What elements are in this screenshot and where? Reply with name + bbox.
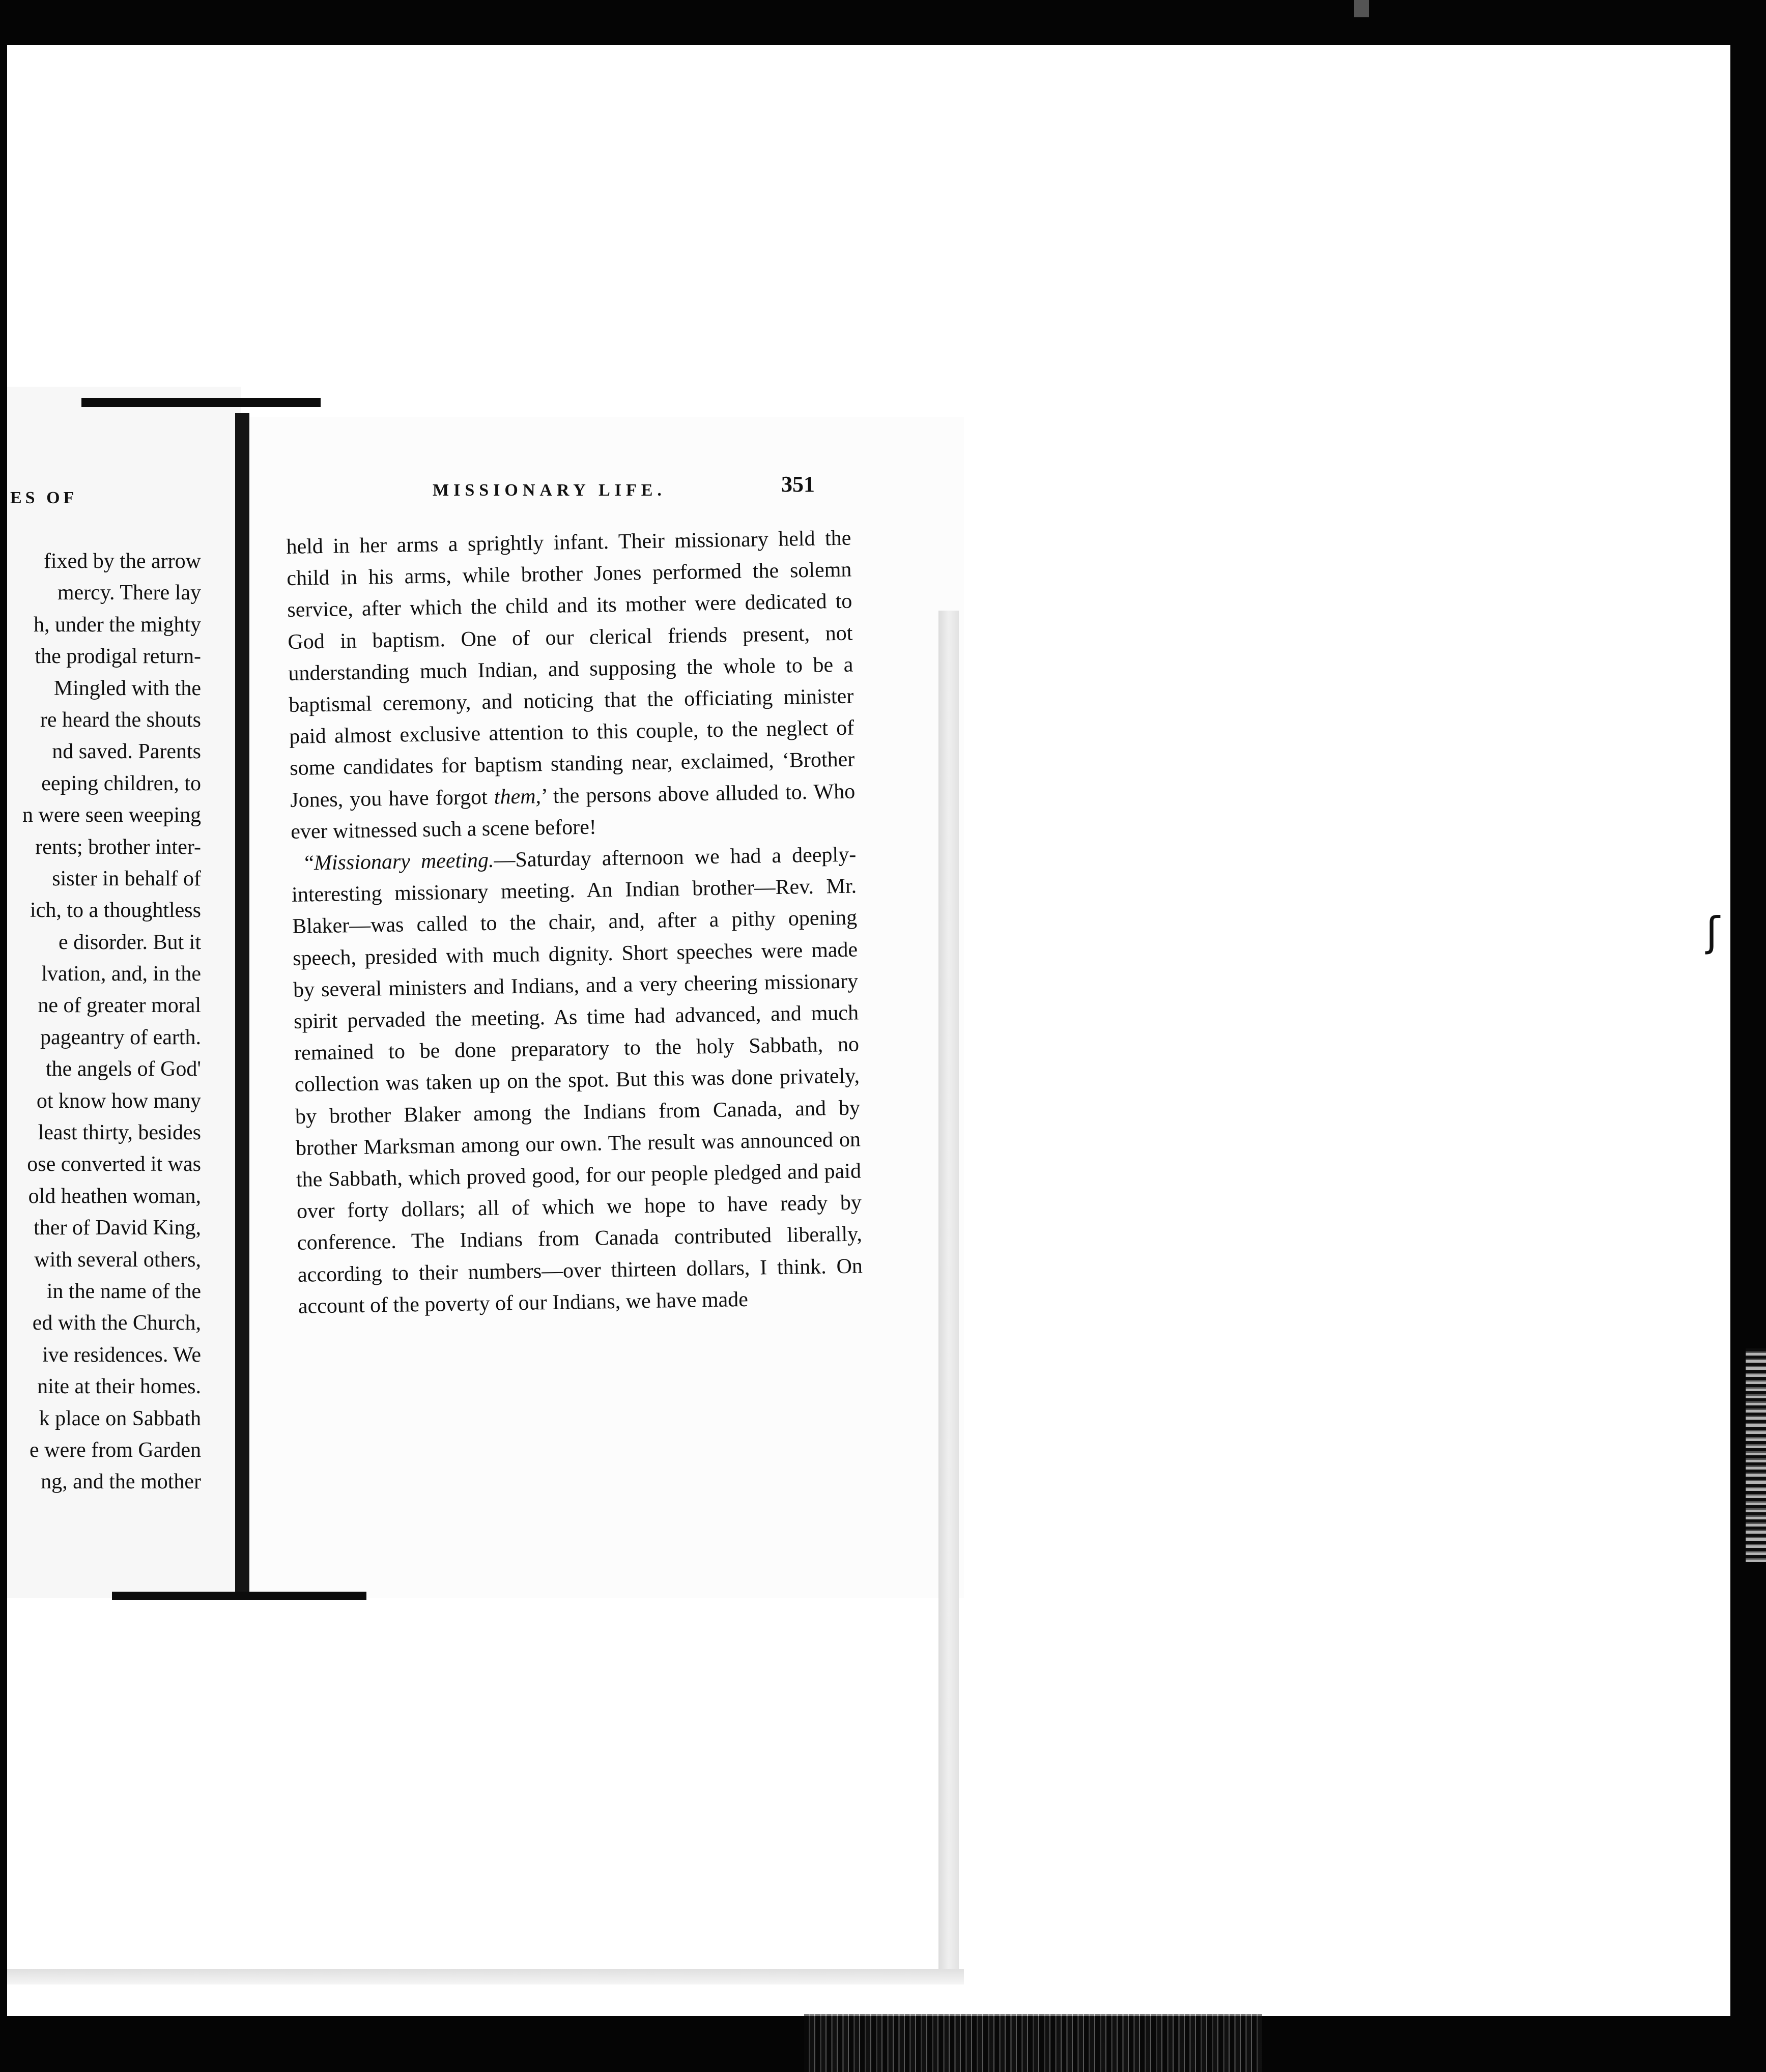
right-running-head: MISSIONARY LIFE. xyxy=(433,481,666,500)
scan-speck xyxy=(1354,0,1369,17)
text-line: ich, to a thoughtless xyxy=(30,899,201,923)
text-line: ther of David King, xyxy=(34,1216,201,1240)
text-line: least thirty, besides xyxy=(38,1121,201,1145)
paragraph xyxy=(286,523,856,848)
binding-clamp-bottom xyxy=(112,1592,366,1600)
text-line: ive residences. We xyxy=(42,1343,201,1367)
scan-frame-right xyxy=(1730,0,1766,2072)
text-line: e were from Garden xyxy=(30,1438,201,1462)
text-line: ose converted it was xyxy=(27,1153,201,1176)
paragraph-text: ’ the persons above alluded to. Who ever witnessed such a scene before! xyxy=(290,780,856,844)
right-page-text xyxy=(286,523,863,1322)
left-page-text xyxy=(0,545,201,1498)
text-line: fixed by the arrow xyxy=(43,550,201,573)
text-line: the angels of God' xyxy=(46,1057,201,1081)
text-line: ng, and the mother xyxy=(41,1470,201,1494)
text-line: the prodigal return- xyxy=(35,645,201,669)
text-line: with several others, xyxy=(34,1248,201,1272)
text-line: pageantry of earth. xyxy=(40,1025,201,1049)
text-line: sister in behalf of xyxy=(52,867,201,890)
emphasis-text: them, xyxy=(494,784,542,809)
paragraph-text: held in her arms a sprightly infant. Their missionary held the child in his arms, while brother Jones performed the solemn service, after which the child and its mother were dedicated to God in baptism. One of our clerical friends present, not understanding much Indian, and supposing the whole to be a baptismal ceremony, and noticing that the officiating minister paid almost exclusive attention to this couple, to the neglect of some candidates for baptism standing near, exclaimed, ‘Brother Jones, you have forgot xyxy=(286,526,855,812)
margin-mark: ʃ xyxy=(1706,908,1720,956)
section-heading: Missionary meeting. xyxy=(314,848,494,875)
text-line: nd saved. Parents xyxy=(52,740,201,764)
paragraph-text: —Saturday afternoon we had a deeply-interesting missionary meeting. An Indian brother—Rev. Mr. Blaker—was called to the chair, and, after a pithy opening speech, presided with much dignity. Short speeches were made by several ministers and Indians, and a very cheering missionary spirit pervaded the meeting. As time had advanced, and much remained to be done preparatory to the holy Sabbath, no collection was taken up on the spot. But this was done privately, by brother Blaker among the Indians from Canada, and by brother Marksman among our own. The result was announced on the Sabbath, which proved good, for our people pledged and paid over forty dollars; all of which we hope to have ready by conference. The Indians from Canada contributed liberally, according to their numbers—over thirteen dollars, I think. On account of the poverty of our Indians, we have made xyxy=(291,843,863,1318)
text-line: nite at their homes. xyxy=(37,1375,201,1399)
scan-frame-top xyxy=(0,0,1766,15)
text-line: ed with the Church, xyxy=(32,1311,201,1335)
page-edge xyxy=(938,611,959,1974)
page-bottom-shadow xyxy=(7,1969,964,1984)
page-number: 351 xyxy=(781,472,815,497)
text-line: re heard the shouts xyxy=(40,708,201,732)
margin-noise xyxy=(1746,1348,1766,1562)
text-line: lvation, and, in the xyxy=(41,962,201,986)
scan-frame-top-band xyxy=(0,15,1730,45)
text-line: in the name of the xyxy=(46,1279,201,1303)
paragraph xyxy=(291,839,864,1322)
text-line: rents; brother inter- xyxy=(35,835,201,859)
text-line: mercy. There lay xyxy=(57,581,201,605)
text-line: h, under the mighty xyxy=(34,613,201,637)
text-line: ne of greater moral xyxy=(38,994,201,1018)
left-running-head: ES OF xyxy=(10,488,78,507)
open-quote: “ xyxy=(304,851,315,875)
text-line: eeping children, to xyxy=(41,771,201,795)
text-line: e disorder. But it xyxy=(59,930,201,954)
binding-clamp-top xyxy=(81,398,321,407)
text-line: ot know how many xyxy=(36,1089,201,1113)
binding-clamp-bar xyxy=(235,413,249,1594)
text-line: Mingled with the xyxy=(53,676,201,700)
text-line: n were seen weeping xyxy=(22,803,201,827)
scan-frame-bottom-noise xyxy=(804,2014,1262,2072)
text-line: old heathen woman, xyxy=(28,1184,201,1208)
text-line: k place on Sabbath xyxy=(39,1406,201,1430)
